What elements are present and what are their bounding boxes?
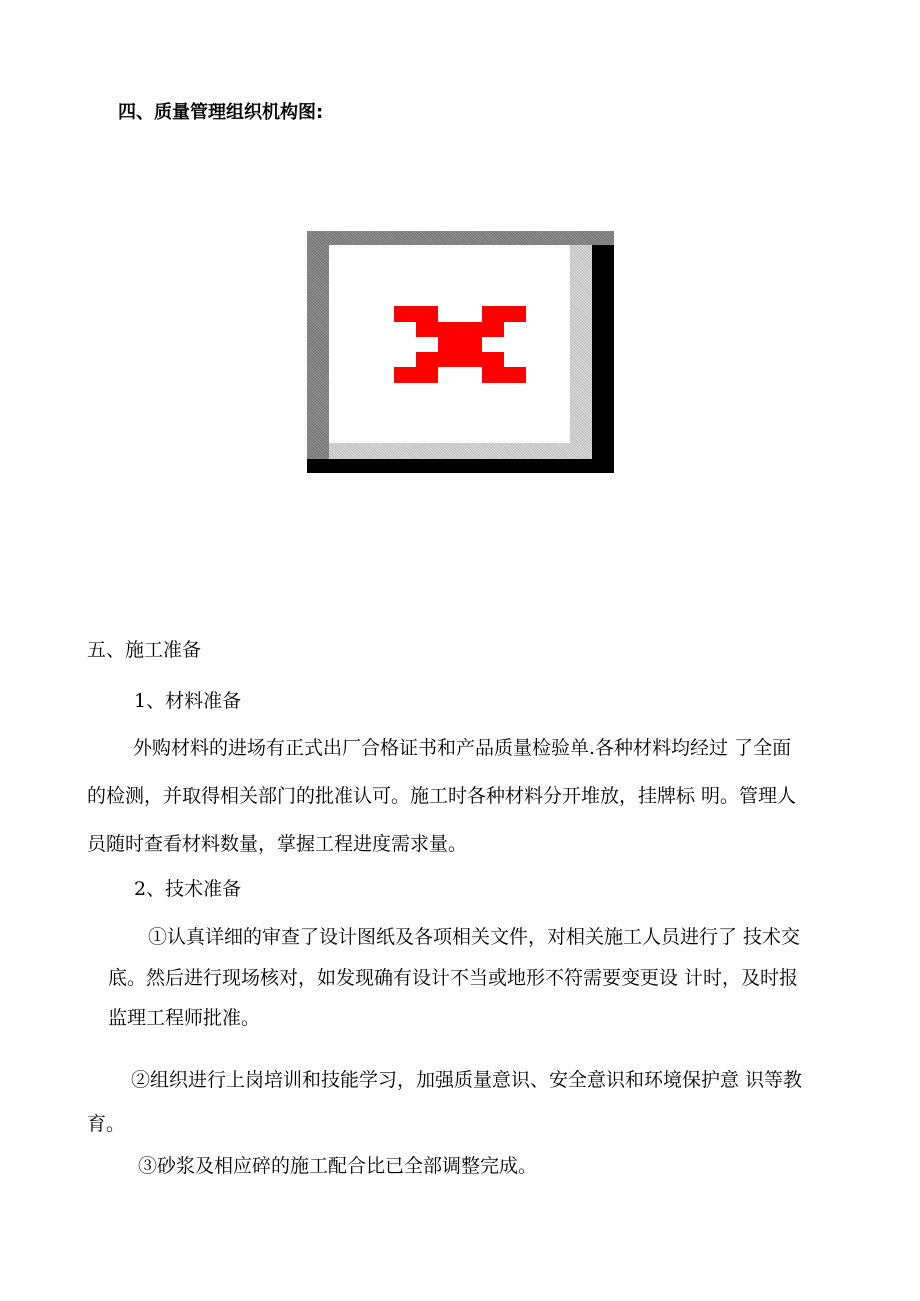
technical-item-1-line-1: ①认真详细的审查了设计图纸及各项相关文件，对相关施工人员进行了 技术交 <box>148 926 801 948</box>
technical-item-1-line-3: 监理工程师批准。 <box>108 1007 261 1029</box>
subsection-materials-title: 1、材料准备 <box>134 690 242 712</box>
section-4-heading: 四、质量管理组织机构图: <box>118 102 324 123</box>
materials-paragraph-line-1: 外购材料的进场有正式出厂合格证书和产品质量检验单.各种材料均经过 了全面 <box>133 737 792 759</box>
frame-bottom-edge <box>307 459 614 473</box>
broken-image-icon <box>394 306 526 383</box>
frame-right-edge <box>592 245 614 473</box>
subsection-technical-title: 2、技术准备 <box>134 878 242 900</box>
technical-item-2-line-1: ②组织进行上岗培训和技能学习，加强质量意识、安全意识和环境保护意 识等教 <box>131 1069 803 1091</box>
materials-paragraph-line-3: 员随时查看材料数量，掌握工程进度需求量。 <box>87 833 468 855</box>
technical-item-1-line-2: 底。然后进行现场核对，如发现确有设计不当或地形不符需要变更设 计时，及时报 <box>108 967 799 989</box>
org-chart-image-placeholder <box>307 231 614 473</box>
frame-inner-right-shade <box>570 245 592 443</box>
frame-inner-bottom-shade <box>329 443 592 459</box>
frame-top-edge <box>307 231 614 245</box>
materials-paragraph-line-2: 的检测，并取得相关部门的批准认可。施工时各种材料分开堆放，挂牌标 明。管理人 <box>87 785 797 807</box>
technical-item-3: ③砂浆及相应碎的施工配合比已全部调整完成。 <box>138 1155 538 1177</box>
section-5-heading: 五、施工准备 <box>87 639 202 661</box>
frame-left-edge <box>307 231 329 459</box>
technical-item-2-line-2: 育。 <box>87 1113 126 1135</box>
